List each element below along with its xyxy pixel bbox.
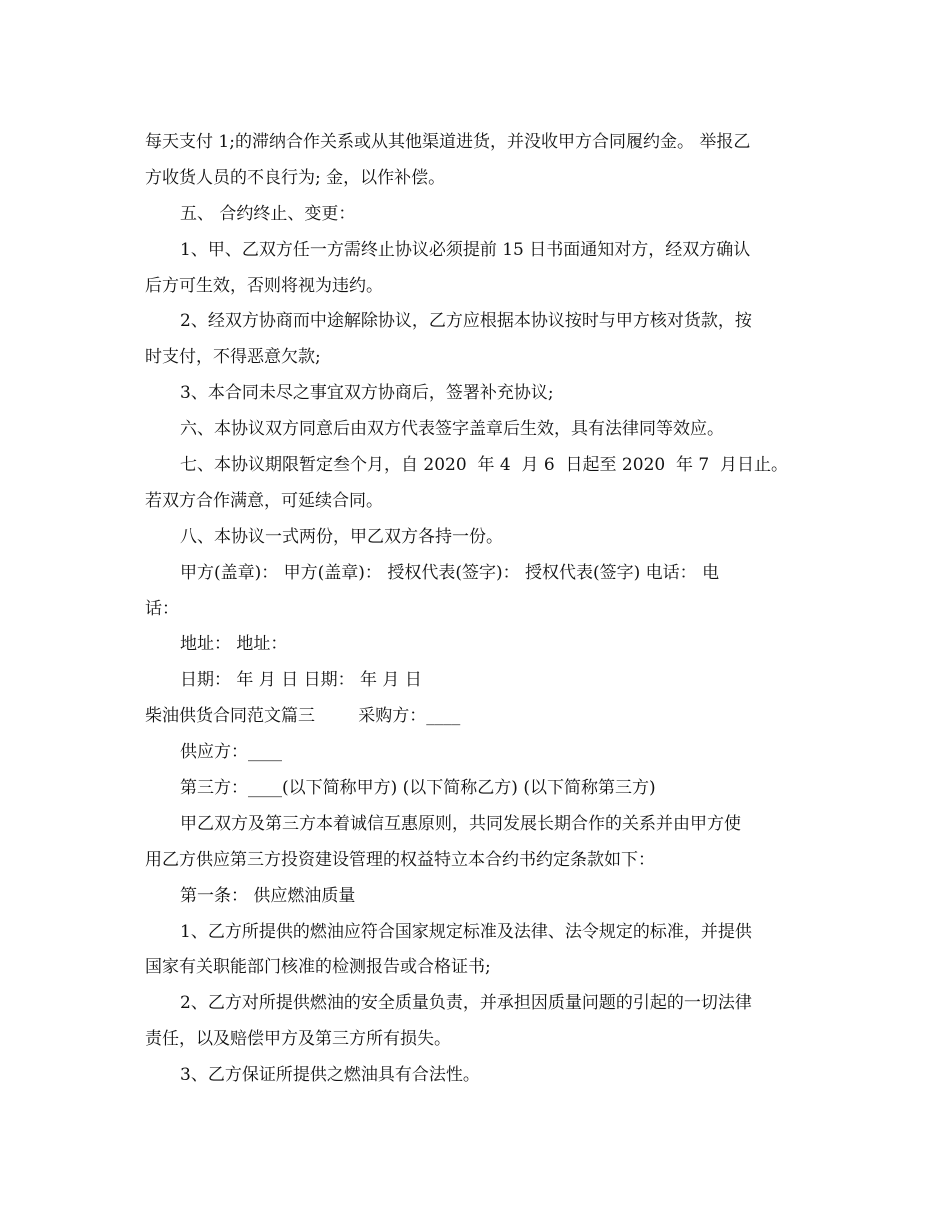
- text-line: 五、 合约终止、变更：: [180, 203, 356, 224]
- text-line: 七、本协议期限暂定叁个月，自 2020 年 4 月 6 日起至 2020 年 7 月日止。: [180, 455, 789, 476]
- text-line: 1、甲、乙双方任一方需终止协议必须提前 15 日书面通知对方，经双方确认: [180, 239, 751, 260]
- text-line: 后方可生效，否则将视为违约。: [145, 275, 383, 296]
- text-line: 柴油供货合同范文篇三 采购方：____: [145, 706, 461, 727]
- text-line: 六、本协议双方同意后由双方代表签字盖章后生效，具有法律同等效应。: [180, 419, 724, 440]
- text-line: 时支付，不得恶意欠款;: [145, 347, 321, 368]
- text-line: 话：: [145, 598, 179, 619]
- text-line: 方收货人员的不良行为; 金，以作补偿。: [145, 167, 446, 188]
- text-line: 甲方(盖章)： 甲方(盖章)： 授权代表(签字)： 授权代表(签字) 电话： 电: [180, 562, 720, 583]
- text-line: 3、本合同未尽之事宜双方协商后，签署补充协议;: [180, 383, 554, 404]
- text-line: 2、乙方对所提供燃油的安全质量负责，并承担因质量问题的引起的一切法律: [180, 993, 752, 1014]
- text-line: 3、乙方保证所提供之燃油具有合法性。: [180, 1065, 480, 1086]
- text-line: 1、乙方所提供的燃油应符合国家规定标准及法律、法令规定的标准，并提供: [180, 921, 752, 942]
- text-line: 若双方合作满意，可延续合同。: [145, 490, 383, 511]
- text-line: 责任，以及赔偿甲方及第三方所有损失。: [145, 1029, 451, 1050]
- text-line: 每天支付 1;的滞纳合作关系或从其他渠道进货，并没收甲方合同履约金。 举报乙: [145, 132, 751, 152]
- text-line: 第三方：____(以下简称甲方) (以下简称乙方) (以下简称第三方): [180, 778, 656, 799]
- document-body: [145, 125, 810, 1094]
- text-line: 地址： 地址：: [180, 634, 288, 655]
- text-line: 第一条： 供应燃油质量: [180, 885, 356, 906]
- text-line: 八、本协议一式两份，甲乙双方各持一份。: [180, 526, 503, 547]
- text-line: 甲乙双方及第三方本着诚信互惠原则，共同发展长期合作的关系并由甲方使: [180, 813, 741, 834]
- text-line: 日期： 年 月 日 日期： 年 月 日: [180, 670, 422, 691]
- text-line: 国家有关职能部门核准的检测报告或合格证书;: [145, 957, 491, 978]
- text-line: 2、经双方协商而中途解除协议，乙方应根据本协议按时与甲方核对货款，按: [180, 311, 752, 332]
- text-line: 供应方：____: [180, 742, 282, 763]
- text-line: 用乙方供应第三方投资建设管理的权益特立本合约书约定条款如下：: [145, 849, 655, 870]
